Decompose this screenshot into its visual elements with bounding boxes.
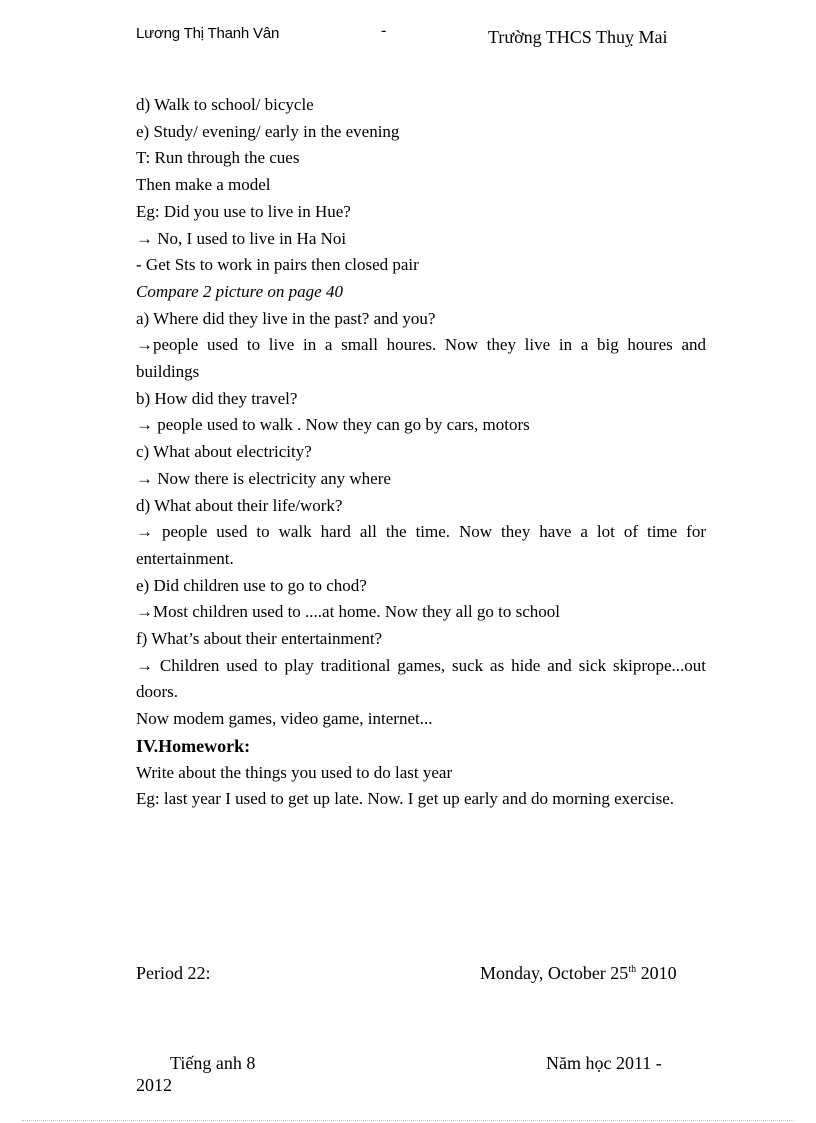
text-line: T: Run through the cues bbox=[136, 148, 300, 168]
footer-subject: Tiếng anh 8 bbox=[170, 1053, 256, 1073]
footer-year-end: 2012 bbox=[136, 1075, 172, 1095]
text-line: f) What’s about their entertainment? bbox=[136, 629, 383, 649]
text-line: b) How did they travel? bbox=[136, 388, 298, 408]
text-line: → people used to walk . Now they can go by cars, motors bbox=[136, 415, 530, 435]
footer-school-year: Năm học 2011 - bbox=[546, 1053, 662, 1073]
text-line: →people used to live in a small houres. Now they live in a big houres and buildings bbox=[136, 335, 706, 382]
header-author: Lương Thị Thanh Vân bbox=[136, 25, 280, 42]
text-line: d) Walk to school/ bicycle bbox=[136, 95, 314, 114]
text-line: a) Where did they live in the past? and you? bbox=[136, 308, 436, 328]
text-line: → Now there is electricity any where bbox=[136, 468, 391, 488]
period-label: Period 22: bbox=[136, 963, 211, 983]
text-line: Eg: last year I used to get up late. Now. I get up early and do morning exercise. bbox=[136, 789, 675, 809]
text-line: e) Did children use to go to chod? bbox=[136, 575, 367, 595]
text-line: d) What about their life/work? bbox=[136, 495, 343, 515]
text-line: Then make a model bbox=[136, 175, 271, 195]
header-school: Trường THCS Thuỵ Mai bbox=[488, 27, 668, 47]
date-year: 2010 bbox=[636, 963, 677, 983]
text-line: → No, I used to live in Ha Noi bbox=[136, 228, 347, 248]
page-bottom-divider bbox=[22, 1120, 794, 1121]
text-line: Now modem games, video game, internet... bbox=[136, 709, 433, 729]
text-line: → people used to walk hard all the time. Now they have a lot of time for entertainment. bbox=[136, 522, 706, 568]
date-prefix: Monday, October 25 bbox=[480, 963, 629, 983]
text-line: →Most children used to ....at home. Now they all go to school bbox=[136, 602, 560, 622]
header-separator: - bbox=[381, 22, 387, 39]
text-line: Write about the things you used to do last year bbox=[136, 762, 453, 782]
text-line: Eg: Did you use to live in Hue? bbox=[136, 201, 351, 221]
document-body bbox=[136, 92, 706, 813]
date-ordinal: th bbox=[628, 964, 637, 975]
text-line: e) Study/ evening/ early in the evening bbox=[136, 121, 400, 141]
text-line: - Get Sts to work in pairs then closed pair bbox=[136, 255, 419, 275]
section-heading-homework: IV.Homework: bbox=[136, 735, 251, 756]
text-line: c) What about electricity? bbox=[136, 442, 312, 462]
date-label bbox=[480, 963, 677, 984]
section-heading-compare: Compare 2 picture on page 40 bbox=[136, 281, 343, 301]
text-line: → Children used to play traditional games, suck as hide and sick skiprope...out doors. bbox=[136, 655, 706, 702]
